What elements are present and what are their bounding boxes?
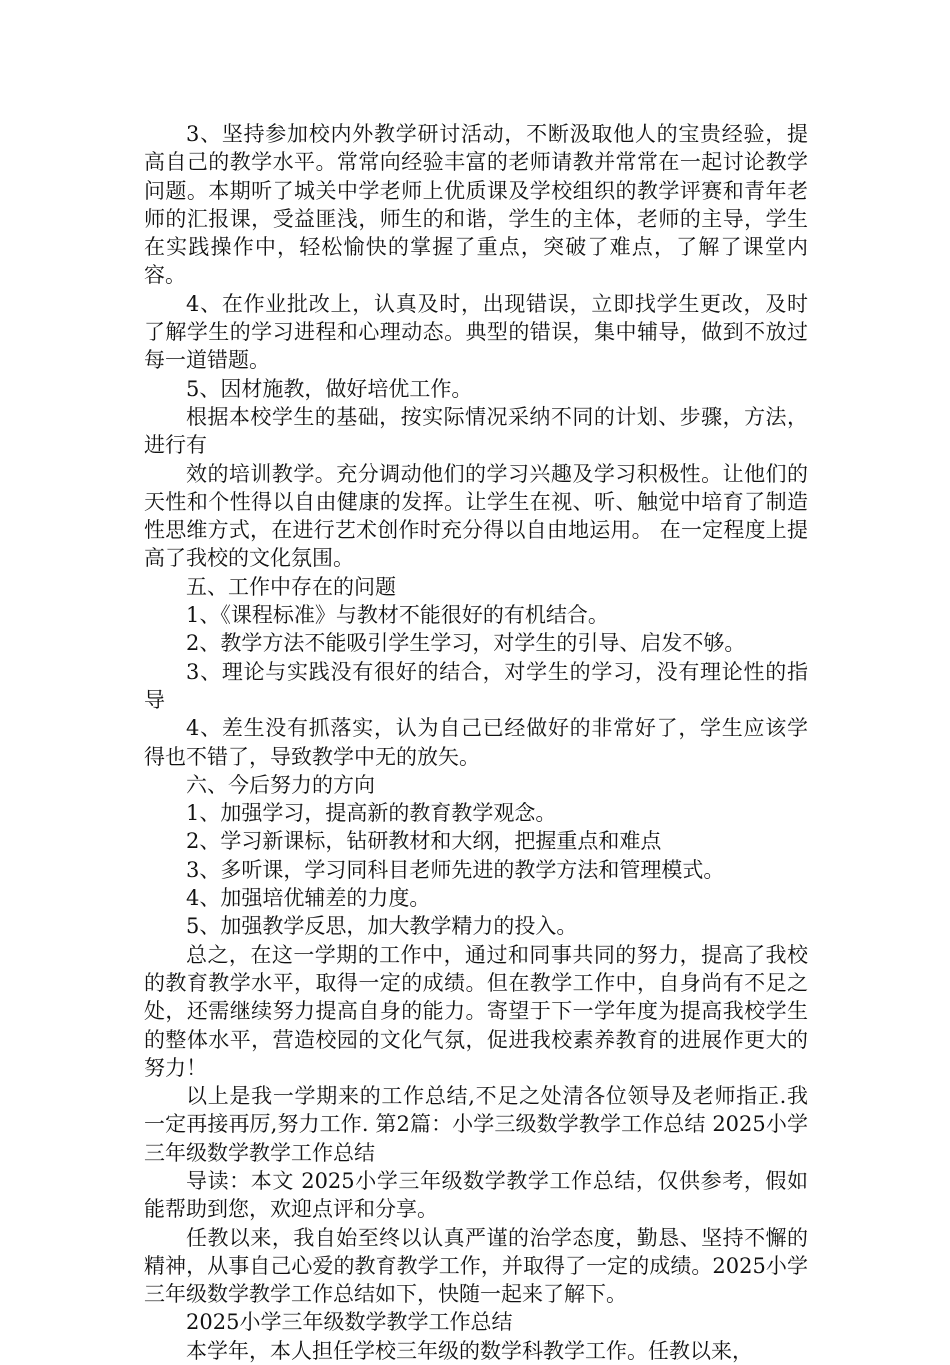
article-subtitle: 2025小学三年级数学教学工作总结 bbox=[186, 1310, 513, 1335]
paragraph-closing-and-next-article: 以上是我一学期来的工作总结,不足之处清各位领导及老师指正.我一定再接再厉,努力工作. 第2篇：小学三级数学教学工作总结 2025小学三年级数学教学工作总结 bbox=[144, 1084, 808, 1165]
problem-item-3: 3、理论与实践没有很好的结合，对学生的学习，没有理论性的指导 bbox=[144, 659, 808, 712]
direction-item-3: 3、多听课，学习同科目老师先进的教学方法和管理模式。 bbox=[186, 857, 725, 882]
problem-item-1: 1、《课程标准》与教材不能很好的有机结合。 bbox=[186, 603, 609, 628]
paragraph-item-3-research: 3、坚持参加校内外教学研讨活动，不断汲取他人的宝贵经验，提高自己的教学水平。常常向经验丰富的老师请教并常常在一起讨论教学问题。本期听了城关中学老师上优质课及学校组织的教学评赛和青年老师的汇报课，受益匪浅，师生的和谐，学生的主体，老师的主导，学生在实践操作中，轻松愉快的掌握了重点，突破了难点，了解了课堂内容。 bbox=[144, 122, 808, 288]
paragraph-basis-plan: 根据本校学生的基础，按实际情况采纳不同的计划、步骤，方法，进行有 bbox=[144, 404, 808, 458]
direction-item-4: 4、加强培优辅差的力度。 bbox=[186, 886, 431, 911]
paragraph-conclusion: 总之，在这一学期的工作中，通过和同事共同的努力，提高了我校的教育教学水平，取得一定的成绩。但在教学工作中，自身尚有不足之处，还需继续努力提高自身的能力。寄望于下一学年度为提高我校学生的整体水平，营造校园的文化气氛，促进我校素养教育的进展作更大的努力！ bbox=[144, 942, 808, 1080]
direction-item-2: 2、学习新课标，钻研教材和大纲，把握重点和难点 bbox=[186, 829, 662, 854]
paragraph-since-teaching: 任教以来，我自始至终以认真严谨的治学态度，勤恳、坚持不懈的精神，从事自己心爱的教育教学工作，并取得了一定的成绩。2025小学三年级数学教学工作总结如下，快随一起来了解下。 bbox=[144, 1225, 808, 1307]
section-heading-future-direction: 六、今后努力的方向 bbox=[186, 772, 375, 797]
document-body bbox=[144, 120, 808, 1365]
paragraph-item-4-homework: 4、在作业批改上，认真及时，出现错误，立即找学生更改，及时了解学生的学习进程和心理动态。典型的错误，集中辅导，做到不放过每一道错题。 bbox=[144, 291, 808, 373]
paragraph-guide: 导读：本文 2025小学三年级数学教学工作总结，仅供参考，假如能帮助到您，欢迎点评和分享。 bbox=[144, 1168, 808, 1222]
direction-item-1: 1、加强学习，提高新的教育教学观念。 bbox=[186, 801, 557, 826]
paragraph-this-school-year: 本学年，本人担任学校三年级的数学科教学工作。任教以来， bbox=[186, 1338, 753, 1363]
problem-item-4: 4、差生没有抓落实，认为自己已经做好的非常好了，学生应该学得也不错了，导致教学中无的放矢。 bbox=[144, 716, 808, 769]
section-heading-problems: 五、工作中存在的问题 bbox=[186, 574, 396, 599]
paragraph-effective-training: 效的培训教学。充分调动他们的学习兴趣及学习积极性。让他们的天性和个性得以自由健康的发挥。让学生在视、听、触觉中培育了制造性思维方式，在进行艺术创作时充分得以自由地运用。 在一定程度上提高了我校的文化氛围。 bbox=[144, 461, 808, 571]
paragraph-item-5-tailored-teaching: 5、因材施教，做好培优工作。 bbox=[186, 376, 473, 401]
problem-item-2: 2、教学方法不能吸引学生学习，对学生的引导、启发不够。 bbox=[186, 631, 746, 656]
direction-item-5: 5、加强教学反思，加大教学精力的投入。 bbox=[186, 914, 578, 939]
